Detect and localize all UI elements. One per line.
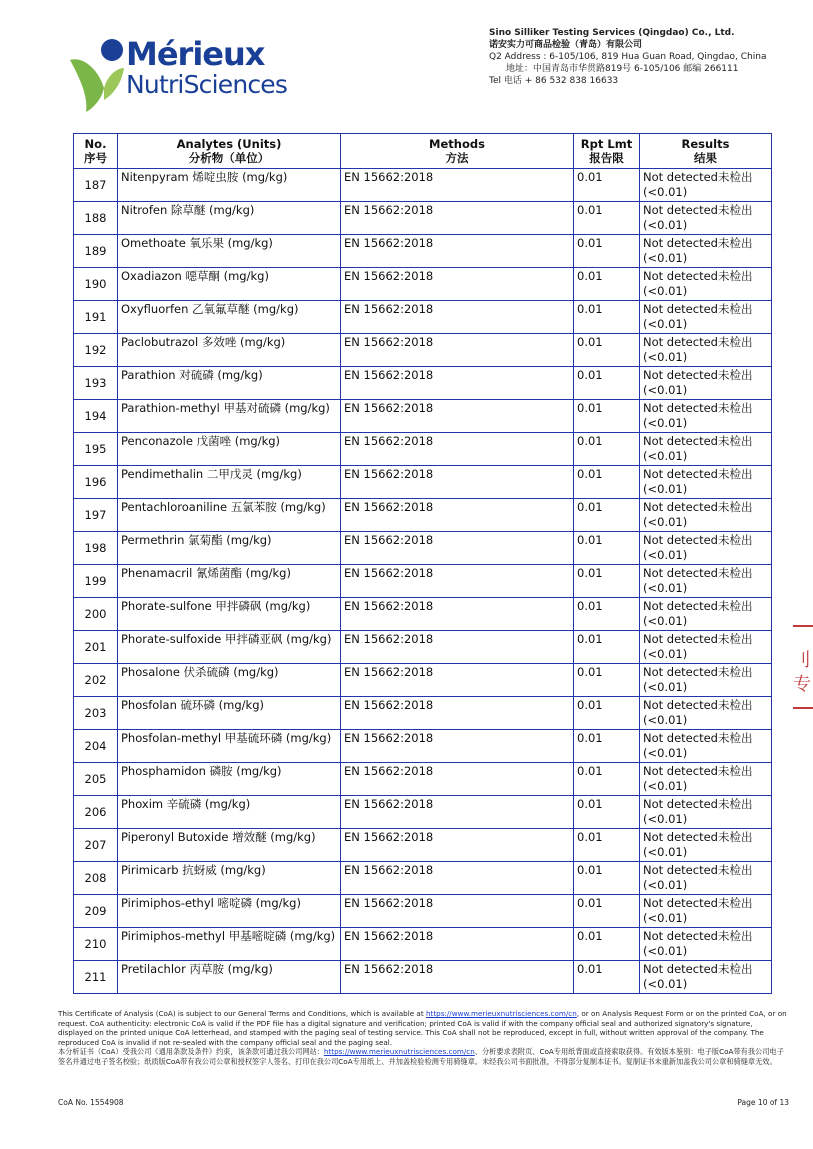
analyte-cell: Pentachloroaniline 五氯苯胺 (mg/kg) — [118, 499, 341, 532]
analyte-cell: Permethrin 氯菊酯 (mg/kg) — [118, 532, 341, 565]
address-en: Q2 Address : 6-105/106, 819 Hua Guan Road, Qingdao, China — [489, 52, 767, 62]
table-row — [74, 532, 772, 565]
table-row — [74, 763, 772, 796]
company-name-en: Sino Silliker Testing Services (Qingdao) Co., Ltd. — [489, 28, 735, 38]
analyte-cell: Penconazole 戊菌唑 (mg/kg) — [118, 433, 341, 466]
rpt-lmt-cell: 0.01 — [574, 928, 640, 961]
analyte-cell: Phosfolan-methyl 甲基硫环磷 (mg/kg) — [118, 730, 341, 763]
rpt-lmt-cell: 0.01 — [574, 169, 640, 202]
result-cell: Not detected未检出(<0.01) — [640, 862, 772, 895]
method-cell: EN 15662:2018 — [341, 961, 574, 994]
analyte-cell: Pirimiphos-methyl 甲基嘧啶磷 (mg/kg) — [118, 928, 341, 961]
method-cell: EN 15662:2018 — [341, 169, 574, 202]
row-number-cell: 202 — [74, 664, 118, 697]
result-cell: Not detected未检出(<0.01) — [640, 829, 772, 862]
table-row — [74, 202, 772, 235]
telephone: Tel 电话 + 86 532 838 16633 — [489, 76, 619, 86]
result-cell: Not detected未检出(<0.01) — [640, 730, 772, 763]
analyte-cell: Parathion 对硫磷 (mg/kg) — [118, 367, 341, 400]
method-cell: EN 15662:2018 — [341, 829, 574, 862]
method-cell: EN 15662:2018 — [341, 928, 574, 961]
row-number-cell: 199 — [74, 565, 118, 598]
disclaimer-cn-part1: 本分析证书（CoA）受我公司《通用条款及条件》约束，该条款可通过我公司网站： — [58, 1047, 324, 1057]
rpt-lmt-cell: 0.01 — [574, 400, 640, 433]
paging-seal-stamp — [793, 620, 813, 730]
logo-leaf-icon — [68, 38, 126, 113]
row-number-cell: 188 — [74, 202, 118, 235]
rpt-lmt-cell: 0.01 — [574, 631, 640, 664]
rpt-lmt-cell: 0.01 — [574, 697, 640, 730]
method-cell: EN 15662:2018 — [341, 268, 574, 301]
row-number-cell: 198 — [74, 532, 118, 565]
rpt-lmt-cell: 0.01 — [574, 367, 640, 400]
result-cell: Not detected未检出(<0.01) — [640, 235, 772, 268]
result-cell: Not detected未检出(<0.01) — [640, 466, 772, 499]
method-cell: EN 15662:2018 — [341, 301, 574, 334]
method-cell: EN 15662:2018 — [341, 697, 574, 730]
result-cell: Not detected未检出(<0.01) — [640, 598, 772, 631]
row-number-cell: 193 — [74, 367, 118, 400]
header-method: Methods 方法 — [341, 134, 574, 169]
row-number-cell: 194 — [74, 400, 118, 433]
analyte-cell: Nitenpyram 烯啶虫胺 (mg/kg) — [118, 169, 341, 202]
rpt-lmt-cell: 0.01 — [574, 961, 640, 994]
disclaimer-en-part1: This Certificate of Analysis (CoA) is subject to our General Terms and Conditions, which is available at — [58, 1009, 426, 1018]
stamp-char: 专 — [793, 674, 811, 695]
rpt-lmt-cell: 0.01 — [574, 268, 640, 301]
table-row — [74, 664, 772, 697]
company-name-cn: 诺安实力可商品检验（青岛）有限公司 — [489, 40, 643, 50]
results-table — [73, 133, 772, 994]
stamp-char: 刂 — [793, 650, 811, 671]
analyte-cell: Pendimethalin 二甲戊灵 (mg/kg) — [118, 466, 341, 499]
table-row — [74, 961, 772, 994]
logo-wordmark — [126, 35, 288, 99]
table-row — [74, 697, 772, 730]
row-number-cell: 207 — [74, 829, 118, 862]
result-cell: Not detected未检出(<0.01) — [640, 334, 772, 367]
result-cell: Not detected未检出(<0.01) — [640, 895, 772, 928]
disclaimer-en-part2: , or on Analysis Request Form or on the printed CoA, or on request. CoA authenticity: electronic CoA is valid if the PDF file has a digital signature and verification; printed CoA is valid if with the company official seal and authorized signatory's signature, displayed on the printed unique CoA letterhead, and stamped with the paging seal of testing service. This CoA shall not be reproduced, except in full, without written approval of the company. The reproduced CoA is invalid if not re-sealed with the company official seal and the paging seal. — [58, 1009, 787, 1047]
analyte-cell: Oxyfluorfen 乙氧氟草醚 (mg/kg) — [118, 301, 341, 334]
result-cell: Not detected未检出(<0.01) — [640, 796, 772, 829]
table-row — [74, 928, 772, 961]
table-row — [74, 235, 772, 268]
analyte-cell: Phorate-sulfoxide 甲拌磷亚砜 (mg/kg) — [118, 631, 341, 664]
company-info — [489, 27, 789, 87]
analyte-cell: Omethoate 氧乐果 (mg/kg) — [118, 235, 341, 268]
row-number-cell: 203 — [74, 697, 118, 730]
header-rpt-lmt: Rpt Lmt 报告限 — [574, 134, 640, 169]
result-cell: Not detected未检出(<0.01) — [640, 664, 772, 697]
result-cell: Not detected未检出(<0.01) — [640, 631, 772, 664]
method-cell: EN 15662:2018 — [341, 862, 574, 895]
result-cell: Not detected未检出(<0.01) — [640, 961, 772, 994]
rpt-lmt-cell: 0.01 — [574, 334, 640, 367]
rpt-lmt-cell: 0.01 — [574, 433, 640, 466]
rpt-lmt-cell: 0.01 — [574, 235, 640, 268]
method-cell: EN 15662:2018 — [341, 532, 574, 565]
header-results: Results 结果 — [640, 134, 772, 169]
row-number-cell: 201 — [74, 631, 118, 664]
analyte-cell: Oxadiazon 噁草酮 (mg/kg) — [118, 268, 341, 301]
row-number-cell: 204 — [74, 730, 118, 763]
rpt-lmt-cell: 0.01 — [574, 565, 640, 598]
method-cell: EN 15662:2018 — [341, 664, 574, 697]
analyte-cell: Piperonyl Butoxide 增效醚 (mg/kg) — [118, 829, 341, 862]
coa-number: CoA No. 1554908 — [58, 1098, 124, 1107]
result-cell: Not detected未检出(<0.01) — [640, 928, 772, 961]
method-cell: EN 15662:2018 — [341, 763, 574, 796]
table-row — [74, 367, 772, 400]
analyte-cell: Pirimiphos-ethyl 嘧啶磷 (mg/kg) — [118, 895, 341, 928]
row-number-cell: 211 — [74, 961, 118, 994]
rpt-lmt-cell: 0.01 — [574, 202, 640, 235]
result-cell: Not detected未检出(<0.01) — [640, 169, 772, 202]
table-row — [74, 268, 772, 301]
method-cell: EN 15662:2018 — [341, 466, 574, 499]
method-cell: EN 15662:2018 — [341, 796, 574, 829]
method-cell: EN 15662:2018 — [341, 433, 574, 466]
rpt-lmt-cell: 0.01 — [574, 862, 640, 895]
analyte-cell: Phorate-sulfone 甲拌磷砜 (mg/kg) — [118, 598, 341, 631]
analyte-cell: Pirimicarb 抗蚜威 (mg/kg) — [118, 862, 341, 895]
terms-link-en[interactable]: https://www.merieuxnutrisciences.com/cn — [425, 1009, 577, 1018]
logo-main-text: Mérieux — [126, 35, 265, 73]
analyte-cell: Phoxim 辛硫磷 (mg/kg) — [118, 796, 341, 829]
row-number-cell: 192 — [74, 334, 118, 367]
method-cell: EN 15662:2018 — [341, 334, 574, 367]
disclaimer-cn-part2: 、分析要求表附页、CoA专用纸背面或直接索取获得。有效版本鉴别：电子版CoA带有我公司电子签名并通过电子签名校验；纸质版CoA带有我公司公章和授权签字人签名、打印在我公司CoA专用纸上、并加盖检验检测专用骑缝章。未经我公司书面批准，不得部分复制本证书。复制证书未重新加盖我公司公章和骑缝章无效。 — [58, 1047, 784, 1066]
method-cell: EN 15662:2018 — [341, 631, 574, 664]
table-row — [74, 796, 772, 829]
method-cell: EN 15662:2018 — [341, 367, 574, 400]
terms-link-cn[interactable]: https://www.merieuxnutrisciences.com/cn — [323, 1047, 475, 1057]
company-logo — [68, 35, 288, 113]
analyte-cell: Pretilachlor 丙草胺 (mg/kg) — [118, 961, 341, 994]
rpt-lmt-cell: 0.01 — [574, 466, 640, 499]
row-number-cell: 210 — [74, 928, 118, 961]
result-cell: Not detected未检出(<0.01) — [640, 268, 772, 301]
rpt-lmt-cell: 0.01 — [574, 598, 640, 631]
rpt-lmt-cell: 0.01 — [574, 829, 640, 862]
table-row — [74, 565, 772, 598]
table-row — [74, 433, 772, 466]
analyte-cell: Nitrofen 除草醚 (mg/kg) — [118, 202, 341, 235]
result-cell: Not detected未检出(<0.01) — [640, 400, 772, 433]
rpt-lmt-cell: 0.01 — [574, 730, 640, 763]
result-cell: Not detected未检出(<0.01) — [640, 367, 772, 400]
result-cell: Not detected未检出(<0.01) — [640, 433, 772, 466]
address-cn: 地址：中国青岛市华贯路819号 6-105/106 邮编 266111 — [506, 64, 739, 74]
table-row — [74, 895, 772, 928]
result-cell: Not detected未检出(<0.01) — [640, 202, 772, 235]
disclaimer — [58, 1009, 788, 1067]
result-cell: Not detected未检出(<0.01) — [640, 499, 772, 532]
method-cell: EN 15662:2018 — [341, 895, 574, 928]
method-cell: EN 15662:2018 — [341, 202, 574, 235]
row-number-cell: 206 — [74, 796, 118, 829]
row-number-cell: 209 — [74, 895, 118, 928]
row-number-cell: 205 — [74, 763, 118, 796]
header-analyte: Analytes (Units) 分析物（单位） — [118, 134, 341, 169]
table-row — [74, 631, 772, 664]
row-number-cell: 208 — [74, 862, 118, 895]
result-cell: Not detected未检出(<0.01) — [640, 532, 772, 565]
row-number-cell: 200 — [74, 598, 118, 631]
logo-sub-text: NutriSciences — [126, 70, 288, 99]
rpt-lmt-cell: 0.01 — [574, 895, 640, 928]
table-row — [74, 334, 772, 367]
row-number-cell: 196 — [74, 466, 118, 499]
table-row — [74, 466, 772, 499]
row-number-cell: 191 — [74, 301, 118, 334]
row-number-cell: 195 — [74, 433, 118, 466]
row-number-cell: 197 — [74, 499, 118, 532]
method-cell: EN 15662:2018 — [341, 235, 574, 268]
method-cell: EN 15662:2018 — [341, 730, 574, 763]
table-row — [74, 499, 772, 532]
analyte-cell: Phosfolan 硫环磷 (mg/kg) — [118, 697, 341, 730]
analyte-cell: Paclobutrazol 多效唑 (mg/kg) — [118, 334, 341, 367]
analyte-cell: Phosalone 伏杀硫磷 (mg/kg) — [118, 664, 341, 697]
result-cell: Not detected未检出(<0.01) — [640, 301, 772, 334]
method-cell: EN 15662:2018 — [341, 400, 574, 433]
rpt-lmt-cell: 0.01 — [574, 664, 640, 697]
table-row — [74, 730, 772, 763]
row-number-cell: 190 — [74, 268, 118, 301]
method-cell: EN 15662:2018 — [341, 499, 574, 532]
analyte-cell: Phosphamidon 磷胺 (mg/kg) — [118, 763, 341, 796]
results-table-wrapper — [73, 133, 771, 994]
rpt-lmt-cell: 0.01 — [574, 499, 640, 532]
table-row — [74, 169, 772, 202]
header-no: No. 序号 — [74, 134, 118, 169]
method-cell: EN 15662:2018 — [341, 598, 574, 631]
result-cell: Not detected未检出(<0.01) — [640, 565, 772, 598]
table-row — [74, 862, 772, 895]
table-row — [74, 829, 772, 862]
rpt-lmt-cell: 0.01 — [574, 763, 640, 796]
row-number-cell: 187 — [74, 169, 118, 202]
rpt-lmt-cell: 0.01 — [574, 301, 640, 334]
table-row — [74, 598, 772, 631]
rpt-lmt-cell: 0.01 — [574, 532, 640, 565]
row-number-cell: 189 — [74, 235, 118, 268]
analyte-cell: Parathion-methyl 甲基对硫磷 (mg/kg) — [118, 400, 341, 433]
rpt-lmt-cell: 0.01 — [574, 796, 640, 829]
result-cell: Not detected未检出(<0.01) — [640, 697, 772, 730]
table-row — [74, 400, 772, 433]
table-header-row — [74, 134, 772, 169]
method-cell: EN 15662:2018 — [341, 565, 574, 598]
analyte-cell: Phenamacril 氰烯菌酯 (mg/kg) — [118, 565, 341, 598]
table-row — [74, 301, 772, 334]
result-cell: Not detected未检出(<0.01) — [640, 763, 772, 796]
page-number: Page 10 of 13 — [737, 1098, 789, 1107]
